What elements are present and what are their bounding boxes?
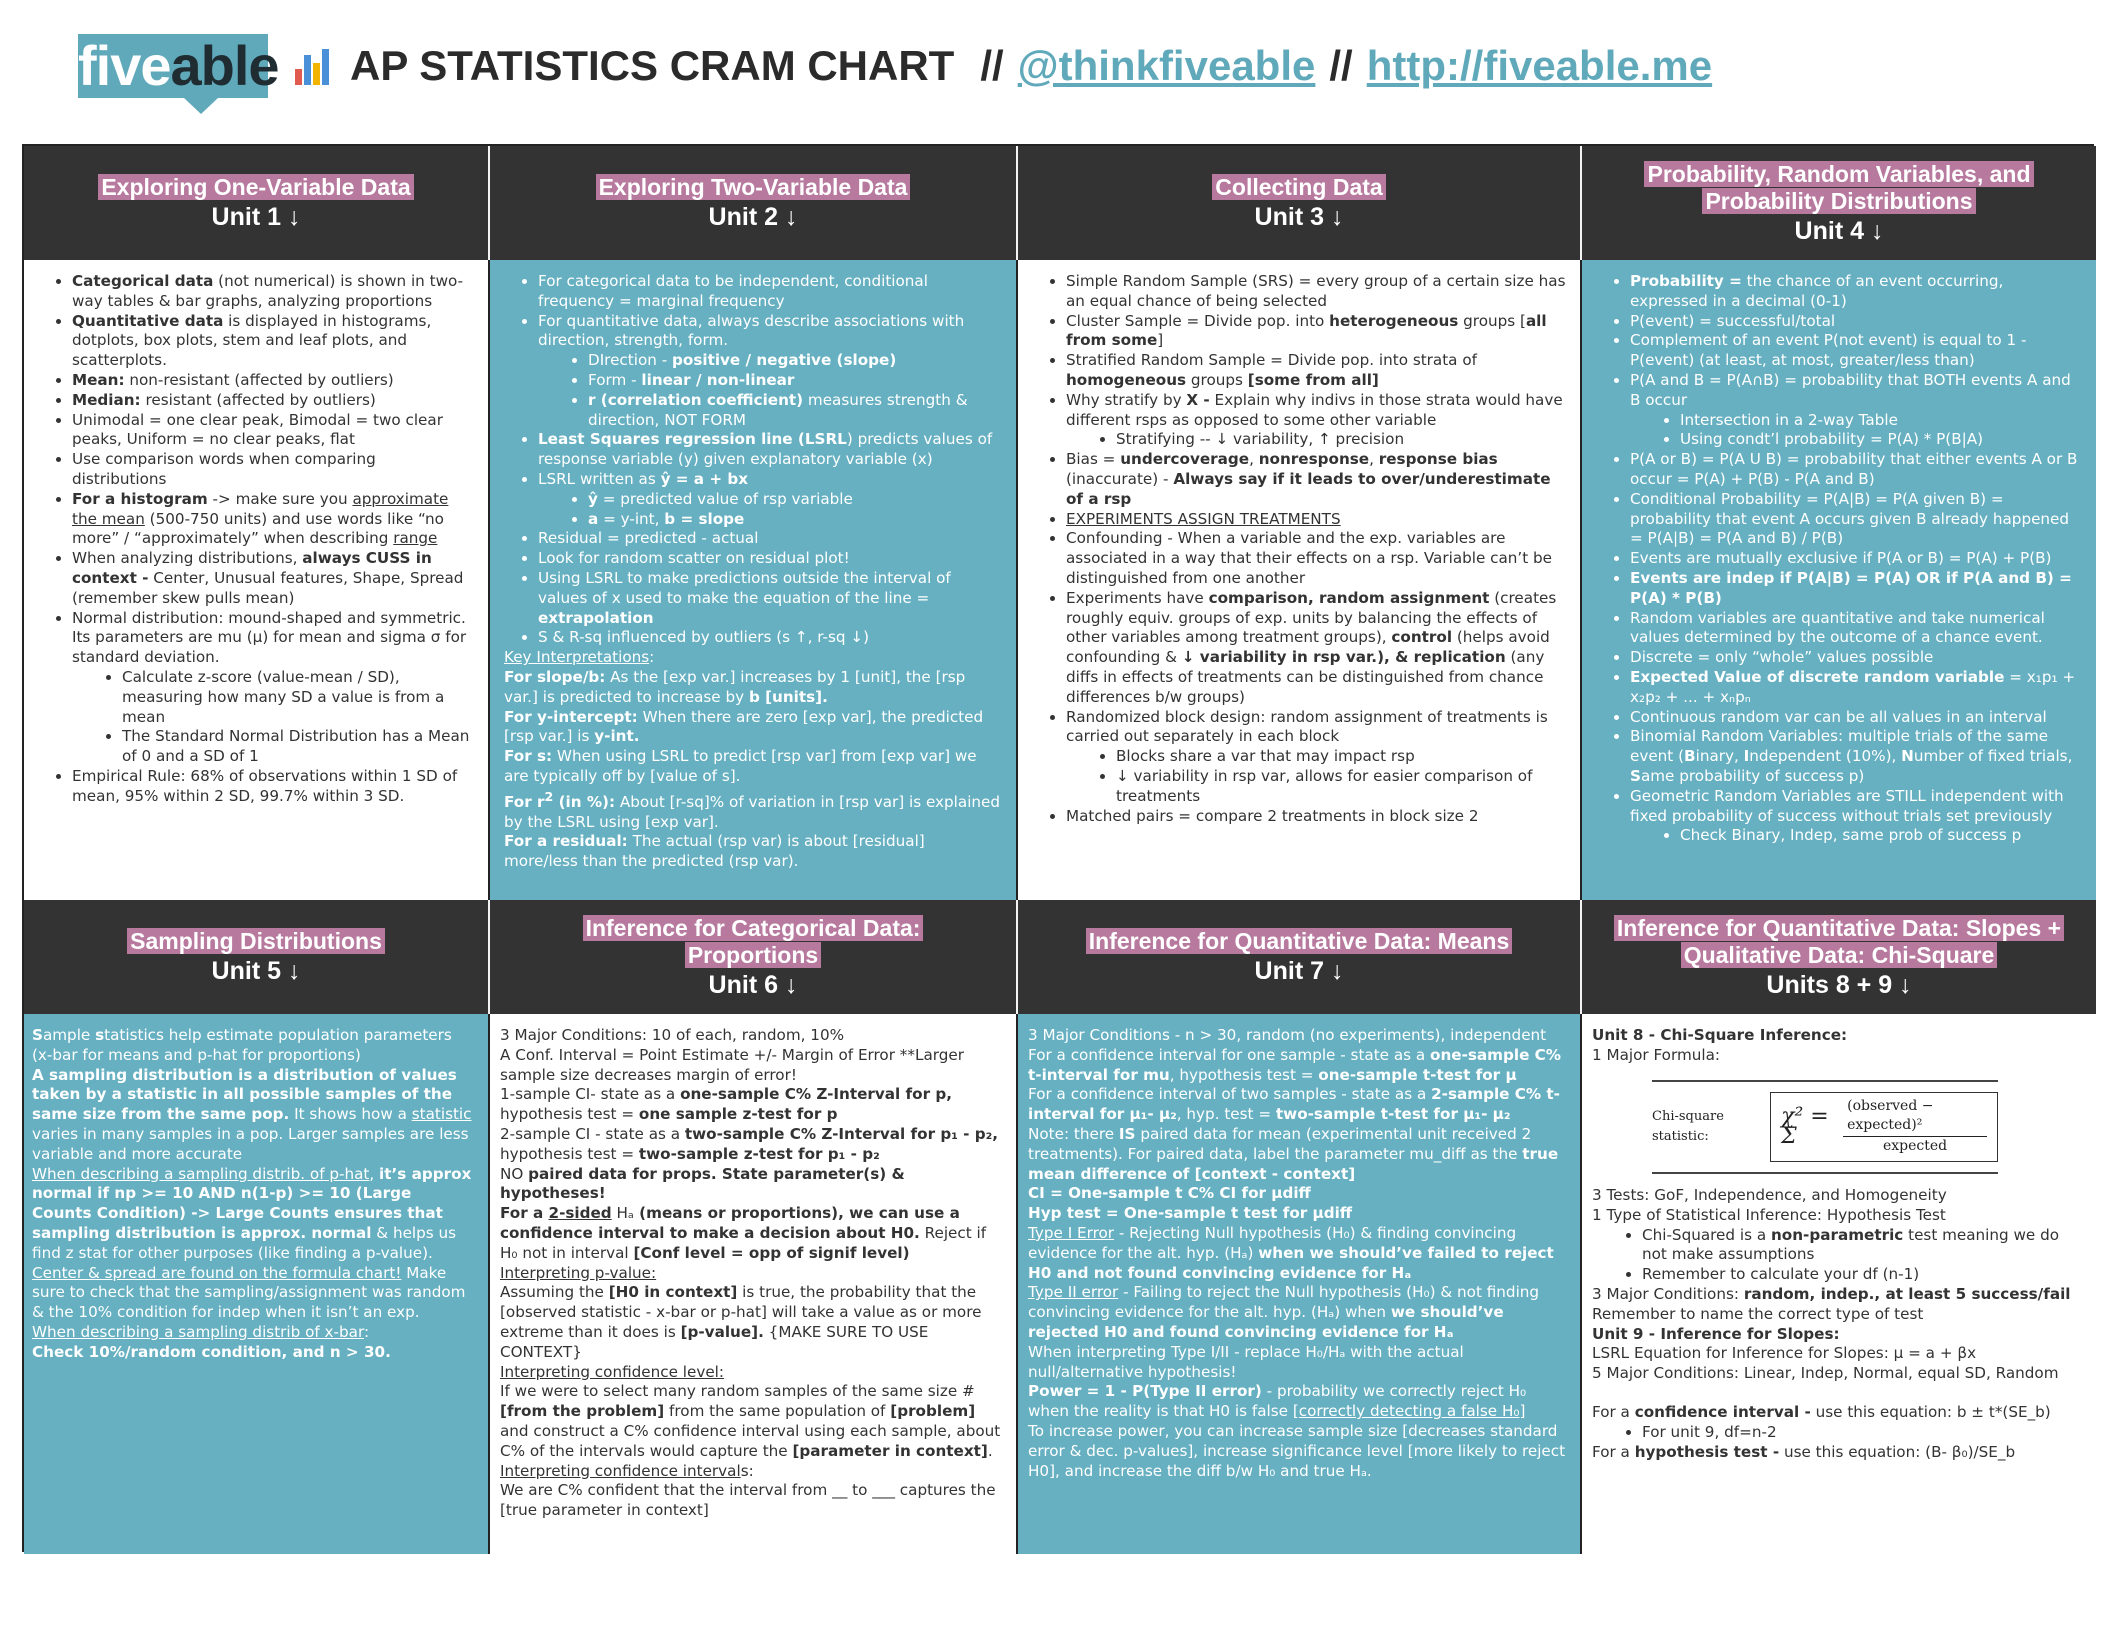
title-row: [294, 34, 1712, 98]
title-separator: //: [980, 42, 1004, 89]
unit-6-notes: 3 Major Conditions: 10 of each, random, 10% A Conf. Interval = Point Estimate +/- Margin of Error **Larger sample size decreases margin of error! 1-sample CI- state as a one-sample C% Z-Interval for p, hypothesis test = one sample z-test for p 2-sample CI - state as a two-sample C% Z-Interval for p₁ - p₂, hypothesis test = two-sample z-test for p₁ - p₂ NO paired data for props. State parameter(s) & hypotheses! For a 2-sided Hₐ (means or proportions), we can use a confidence interval to make a decision about H0. Reject if H₀ not in interval [Conf level = opp of signif level) Interpreting p-value: Assuming the [H0 in context] is true, the probability that the [observed statistic - x-bar or p-hat] will take a value as or more extreme than it does is [p-value]. {MAKE SURE TO USE CONTEXT} Interpreting confidence level: If we were to select many random samples of the same size # [from the problem] from the same population of [problem] and construct a C% confidence interval using each sample, about C% of the intervals would capture the [parameter in context]. Interpreting confidence intervals: We are C% confident that the interval from __ to ___ captures the [true parameter in context]: [490, 1014, 1018, 1554]
bar-chart-icon: [294, 47, 332, 85]
unit-5-notes: Sample statistics help estimate population parameters (x-bar for means and p-hat for proportions) A sampling distribution is a distribution of values taken by a statistic in all possible samples of the same size from the same pop. It shows how a statistic varies in many samples in a pop. Larger samples are less variable and more accurate When describing a sampling distrib. of p-hat, it’s approx normal if np >= 10 AND n(1-p) >= 10 (Large Counts Condition) -> Large Counts ensures that sampling distribution is approx. normal & helps us find z stat for other purposes (like finding a p-value). Center & spread are found on the formula chart! Make sure to check that the sampling/assignment was random & the 10% condition for indep when it isn’t an exp. When describing a sampling distrib of x-bar: Check 10%/random condition, and n > 30.: [24, 1014, 490, 1554]
unit-8-9-notes: Unit 8 - Chi-Square Inference: 1 Major Formula: Chi-square statistic: χ² = Σ $\frac{\text{(observed − expected)²}}{\text{expected}}$ 3 Tests: GoF, Independence, and Homogeneity 1 Type of Statistical Inference: Hypothesis Test • Chi-Squared is a non-parametric test meaning we do not make assumptions • Remember to calculate your df (n-1) 3 Major Conditions: random, indep., at least 5 success/fail Remember to name the correct type of test Unit 9 - Inference for Slopes: LSRL Equation for Inference for Slopes: μ = a + βx 5 Major Conditions: Linear, Indep, Normal, equal SD, Random For a confidence interval - use this equation: b ± t*(SE_b) • For unit 9, df=n-2 For a hypothesis test - use this equation: (B- β₀)/SE_b: [1582, 1014, 2096, 1554]
unit-4-notes: • Probability = the chance of an event occurring, expressed in a decimal (0-1) • P(event) = successful/total • Complement of an event P(not event) is equal to 1 - P(event) (at least, at most, greater/less than) • P(A and B = P(A∩B) = probability that BOTH events A and B occur • Intersection in a 2-way Table • Using condt’l probability = P(A) * P(B|A) • P(A or B) = P(A U B) = probability that either events A or B occur = P(A) + P(B) - P(A and B) • Conditional Probability = P(A|B) = P(A given B) = probability that event A occurs given B already happened = P(A|B) = P(A and B) / P(B) • Events are mutually exclusive if P(A or B) = P(A) + P(B) • Events are indep if P(A|B) = P(A) OR if P(A and B) = P(A) * P(B) • Random variables are quantitative and take numerical values determined by the outcome of a chance event. • Discrete = only “whole” values possible • Expected Value of discrete random variable = x₁p₁ + x₂p₂ + ... + xₙpₙ • Continuous random var can be all values in an interval • Binomial Random Variables: multiple trials of the same event (Binary, Independent (10%), Number of fixed trials, Same probability of success p) • Geometric Random Variables are STILL independent with fixed probability of success without trials set previously • Check Binary, Indep, same prob of success p: [1582, 260, 2096, 900]
website-link[interactable]: http://fiveable.me: [1366, 42, 1713, 89]
unit-5-header: Sampling Distributions Unit 5 ↓: [24, 900, 490, 1014]
unit-6-header: Inference for Categorical Data: Proportions Unit 6 ↓: [490, 900, 1018, 1014]
unit-4-header: Probability, Random Variables, and Probability Distributions Unit 4 ↓: [1582, 146, 2096, 260]
title-separator: //: [1329, 42, 1353, 89]
unit-7-header: Inference for Quantitative Data: Means Unit 7 ↓: [1018, 900, 1582, 1014]
unit-3-notes: • Simple Random Sample (SRS) = every group of a certain size has an equal chance of being selected • Cluster Sample = Divide pop. into heterogeneous groups [all from some] • Stratified Random Sample = Divide pop. into strata of homogeneous groups [some from all] • Why stratify by X - Explain why indivs in those strata would have different rsps as opposed to some other variable • Stratifying -- ↓ variability, ↑ precision • Bias = undercoverage, nonresponse, response bias (inaccurate) - Always say if it leads to over/underestimate of a rsp • EXPERIMENTS ASSIGN TREATMENTS • Confounding - When a variable and the exp. variables are associated in a way that their effects on a rsp. Variable can’t be distinguished from one another • Experiments have comparison, random assignment (creates roughly equiv. groups of exp. units by balancing the effects of other variables among treatment groups), control (helps avoid confounding & ↓ variability in rsp var.), & replication (any diffs in effects of treatments can be distinguished from chance differences b/w groups) • Randomized block design: random assignment of treatments is carried out separately in each block • Blocks share a var that may impact rsp • ↓ variability in rsp var, allows for easier comparison of treatments • Matched pairs = compare 2 treatments in block size 2: [1018, 260, 1582, 900]
twitter-handle-link[interactable]: @thinkfiveable: [1017, 42, 1316, 89]
unit-7-notes: 3 Major Conditions - n > 30, random (no experiments), independent For a confidence interval for one sample - state as a one-sample C% t-interval for mu, hypothesis test = one-sample t-test for μ For a confidence interval of two samples - state as a 2-sample C% t-interval for μ₁- μ₂, hyp. test = two-sample t-test for μ₁- μ₂ Note: there IS paired data for mean (experimental unit received 2 treatments). For paired data, label the parameter mu_diff as the true mean difference of [context - context] CI = One-sample t C% CI for μdiff Hyp test = One-sample t test for μdiff Type I Error - Rejecting Null hypothesis (H₀) & finding convincing evidence for the alt. hyp. (Hₐ) when we should’ve failed to reject H0 and not found convincing evidence for Hₐ Type II error - Failing to reject the Null hypothesis (H₀) & not finding convincing evidence for the alt. hyp. (Hₐ) when we should’ve rejected H0 and found convincing evidence for Hₐ When interpreting Type I/II - replace H₀/Hₐ with the actual null/alternative hypothesis! Power = 1 - P(Type II error) - probability we correctly reject H₀ when the reality is that H0 is false [correctly detecting a false H₀] To increase power, you can increase sample size [decreases standard error & dec. p-values], increase significance level [more likely to reject H0], and increase the diff b/w H₀ and true Hₐ.: [1018, 1014, 1582, 1554]
unit-3-header: Collecting Data Unit 3 ↓: [1018, 146, 1582, 260]
unit-1-header: Exploring One-Variable Data Unit 1 ↓: [24, 146, 490, 260]
unit-2-notes: • For categorical data to be independent, conditional frequency = marginal frequency • For quantitative data, always describe associations with direction, strength, form. • DIrection - positive / negative (slope) • Form - linear / non-linear • r (correlation coefficient) measures strength & direction, NOT FORM • Least Squares regression line (LSRL) predicts values of response variable (y) given explanatory variable (x) • LSRL written as ŷ = a + bx • ŷ = predicted value of rsp variable • a = y-int, b = slope • Residual = predicted - actual • Look for random scatter on residual plot! • Using LSRL to make predictions outside the interval of values of x used to make the equation of the line = extrapolation • S & R-sq influenced by outliers (s ↑, r-sq ↓) Key Interpretations: For slope/b: As the [exp var.] increases by 1 [unit], the [rsp var.] is predicted to increase by b [units]. For y-intercept: When there are zero [exp var], the predicted [rsp var.] is y-int. For s: When using LSRL to predict [rsp var] from [exp var] we are typically off by [value of s]. For $r^2$ (in %): About [r-sq]% of variation in [rsp var] is explained by the LSRL using [exp var]. For a residual: The actual (rsp var) is about [residual] more/less than the predicted (rsp var).: [490, 260, 1018, 900]
chi-square-formula: Chi-square statistic: χ² = Σ $\frac{\text{(observed − expected)²}}{\text{expected}}$: [1652, 1080, 1998, 1174]
unit-8-9-header: Inference for Quantitative Data: Slopes + Qualitative Data: Chi-Square Units 8 + 9 ↓: [1582, 900, 2096, 1014]
page-title: AP STATISTICS CRAM CHART: [350, 42, 955, 89]
unit-2-header: Exploring Two-Variable Data Unit 2 ↓: [490, 146, 1018, 260]
fiveable-logo[interactable]: fiveable: [78, 34, 279, 97]
cram-chart-grid: [22, 144, 2094, 1552]
unit-1-notes: • Categorical data (not numerical) is shown in two-way tables & bar graphs, analyzing proportions • Quantitative data is displayed in histograms, dotplots, box plots, stem and leaf plots, and scatterplots. • Mean: non-resistant (affected by outliers) • Median: resistant (affected by outliers) • Unimodal = one clear peak, Bimodal = two clear peaks, Uniform = no clear peaks, flat • Use comparison words when comparing distributions • For a histogram -> make sure you approximate the mean (500-750 units) and use words like “no more” / “approximately” when describing range • When analyzing distributions, always CUSS in context - Center, Unusual features, Shape, Spread (remember skew pulls mean) • Normal distribution: mound-shaped and symmetric. Its parameters are mu (μ) for mean and sigma σ for standard deviation. • Calculate z-score (value-mean / SD), measuring how many SD a value is from a mean • The Standard Normal Distribution has a Mean of 0 and a SD of 1 • Empirical Rule: 68% of observations within 1 SD of mean, 95% within 2 SD, 99.7% within 3 SD.: [24, 260, 490, 900]
